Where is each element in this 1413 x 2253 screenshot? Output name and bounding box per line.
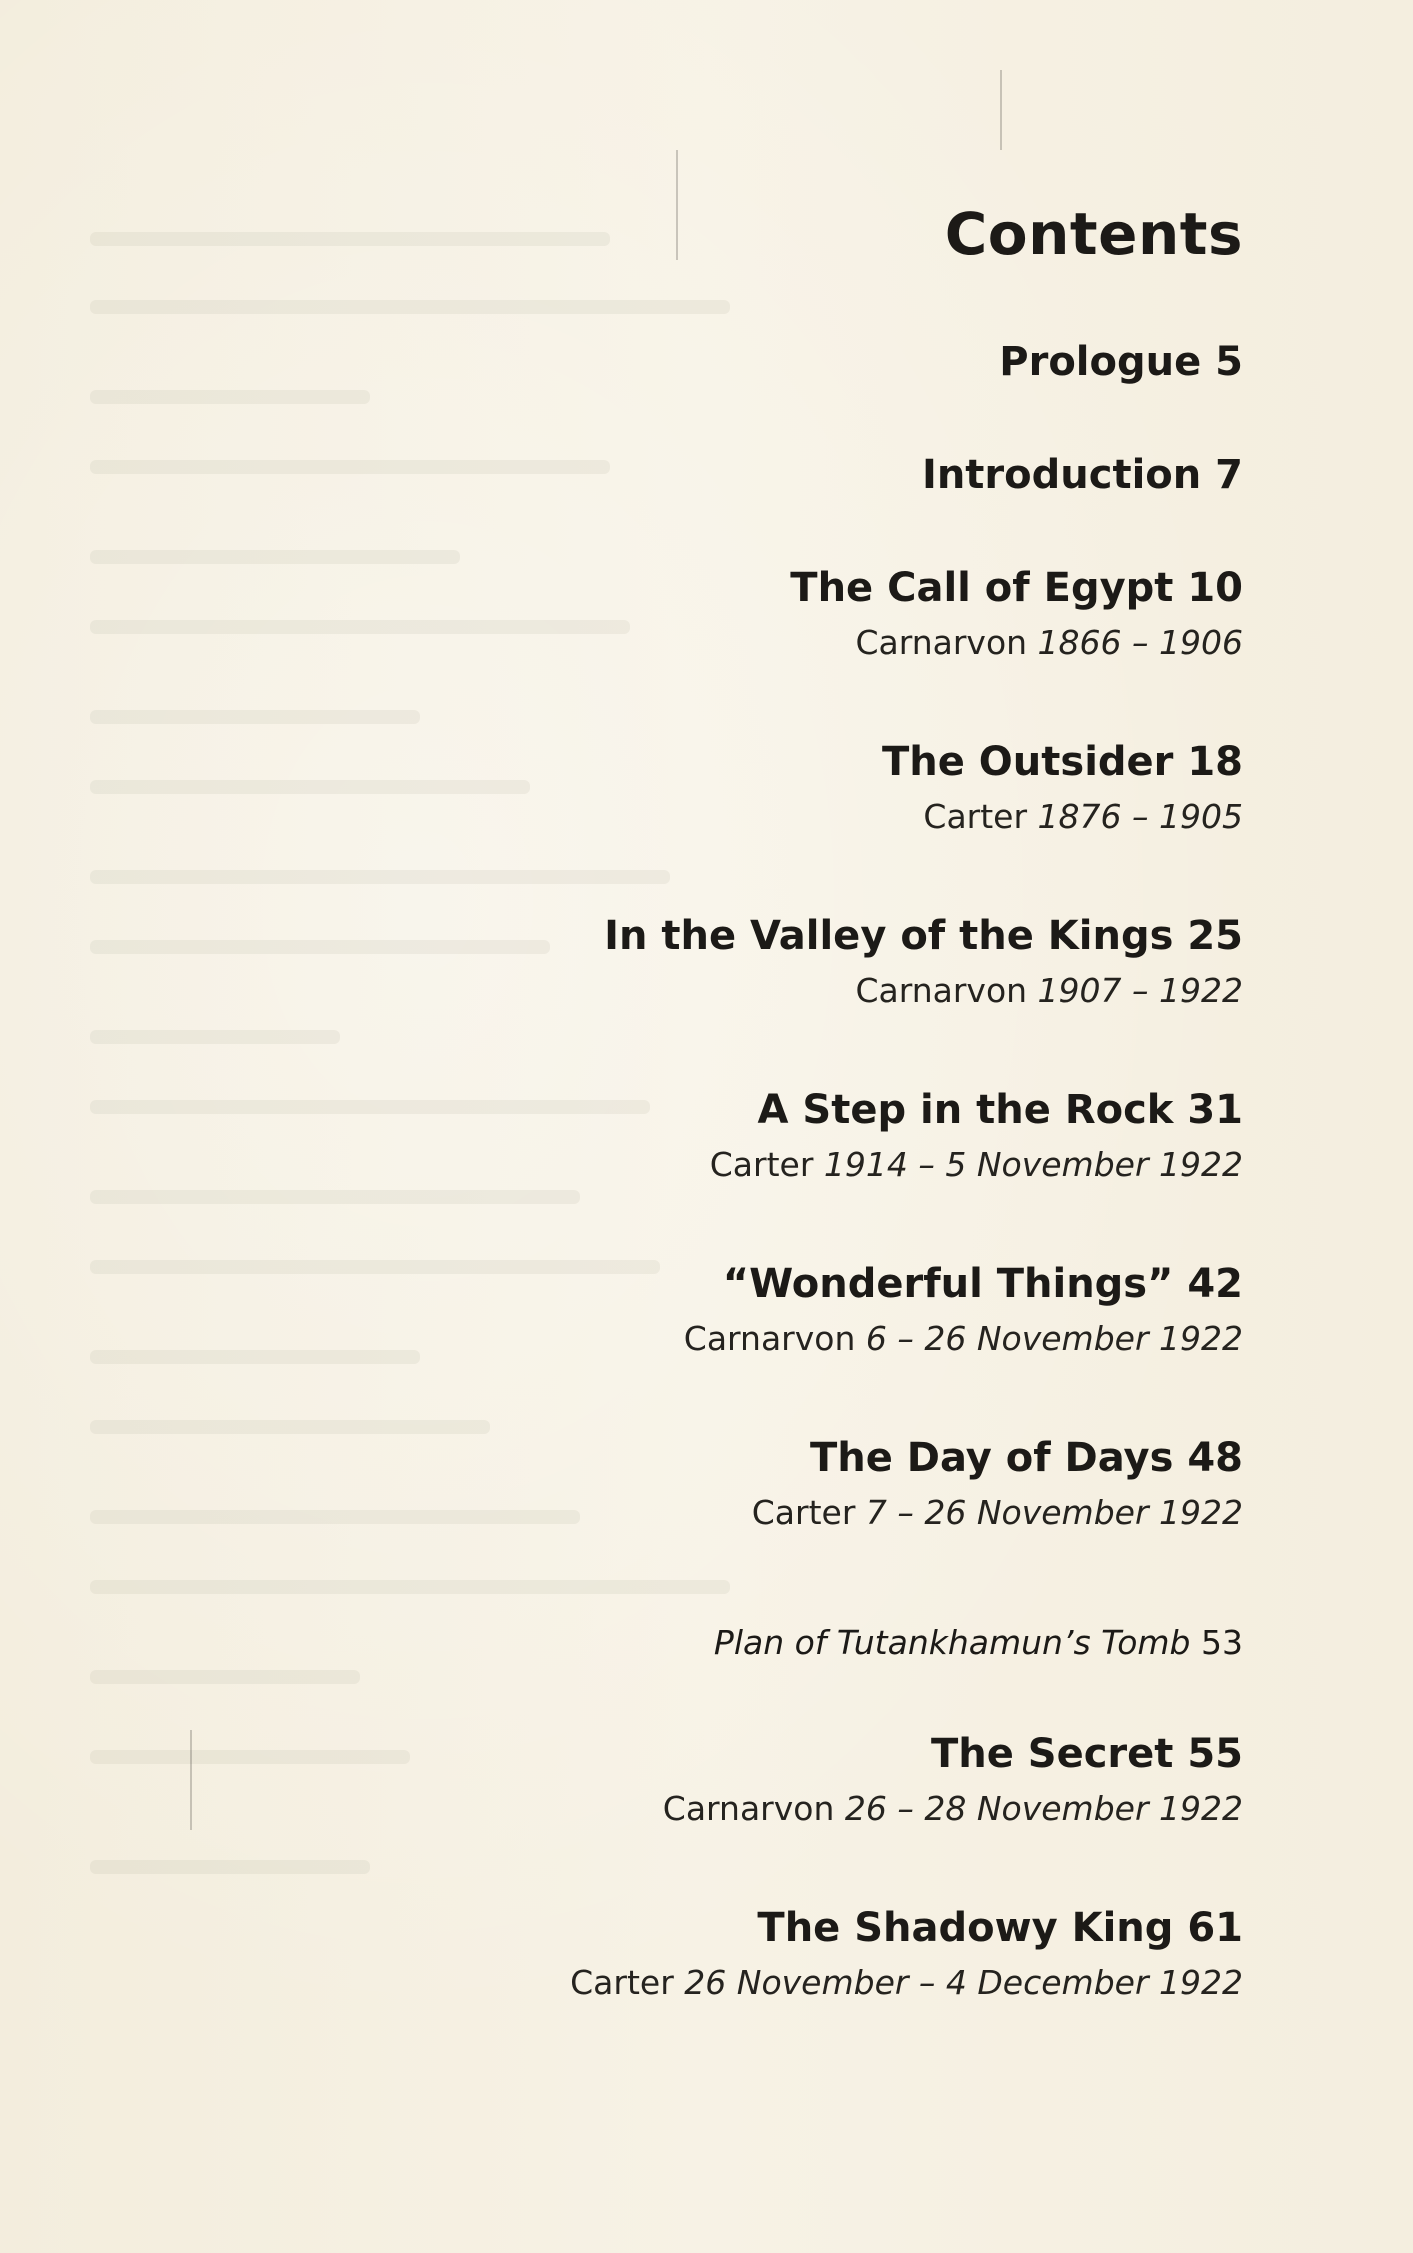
entry-title: The Call of Egypt 10 — [790, 565, 1243, 611]
entry-title: The Outsider 18 — [881, 739, 1243, 785]
entry-title: “Wonderful Things” 42 — [722, 1261, 1243, 1307]
toc-entry-day-of-days — [752, 1432, 1243, 1536]
show-through-line — [90, 460, 610, 474]
entry-title: Prologue 5 — [999, 339, 1243, 385]
show-through-line — [90, 550, 460, 564]
toc-entry-call-of-egypt — [790, 562, 1243, 666]
show-through-line — [90, 1100, 650, 1114]
entry-title: The Day of Days 48 — [809, 1435, 1243, 1481]
toc-entry-shadowy-king — [570, 1902, 1243, 2006]
entry-subtitle — [684, 1316, 1243, 1362]
show-through-line — [90, 1350, 420, 1364]
entry-dates: 1914 – 5 November 1922 — [823, 1145, 1243, 1184]
scan-mark — [190, 1730, 192, 1830]
entry-person: Carnarvon — [855, 971, 1038, 1010]
show-through-line — [90, 1190, 580, 1204]
entry-person: Carter — [570, 1963, 685, 2002]
entry-dates: 6 – 26 November 1922 — [865, 1319, 1243, 1358]
show-through-line — [90, 1860, 370, 1874]
entry-dates: 26 November – 4 December 1922 — [684, 1963, 1243, 2002]
entry-title: The Secret 55 — [930, 1731, 1243, 1777]
entry-person: Carnarvon — [855, 623, 1038, 662]
entry-subtitle — [882, 794, 1243, 840]
entry-subtitle — [604, 968, 1243, 1014]
show-through-line — [90, 300, 730, 314]
show-through-line — [90, 232, 610, 246]
show-through-line — [90, 1030, 340, 1044]
entry-title: The Shadowy King 61 — [757, 1905, 1243, 1951]
show-through-line — [90, 940, 550, 954]
entry-title: In the Valley of the Kings 25 — [604, 913, 1243, 959]
toc-entry-valley-of-kings — [604, 910, 1243, 1014]
entry-subtitle — [663, 1786, 1243, 1832]
toc-entry-step-in-rock — [710, 1084, 1243, 1188]
entry-person: Carter — [709, 1145, 824, 1184]
entry-subtitle — [570, 1960, 1243, 2006]
toc-entry-introduction — [922, 449, 1243, 501]
show-through-line — [90, 710, 420, 724]
entry-dates: 1907 – 1922 — [1037, 971, 1243, 1010]
entry-plan — [714, 1620, 1243, 1666]
plan-page: 53 — [1190, 1623, 1243, 1662]
show-through-line — [90, 620, 630, 634]
entry-person: Carnarvon — [662, 1789, 845, 1828]
scan-mark — [676, 150, 678, 260]
entry-person: Carter — [923, 797, 1038, 836]
entry-subtitle — [710, 1142, 1243, 1188]
contents-heading: Contents — [944, 200, 1243, 268]
show-through-line — [90, 870, 670, 884]
show-through-line — [90, 1670, 360, 1684]
scan-mark — [1000, 70, 1002, 150]
show-through-line — [90, 1510, 580, 1524]
entry-title: A Step in the Rock 31 — [757, 1087, 1243, 1133]
entry-title: Introduction 7 — [921, 452, 1243, 498]
show-through-line — [90, 780, 530, 794]
entry-person: Carter — [751, 1493, 866, 1532]
show-through-line — [90, 1260, 660, 1274]
entry-person: Carnarvon — [683, 1319, 866, 1358]
show-through-line — [90, 390, 370, 404]
show-through-line — [90, 1750, 410, 1764]
entry-dates: 1866 – 1906 — [1037, 623, 1243, 662]
toc-entry-tomb-plan — [714, 1620, 1243, 1666]
toc-entry-secret — [663, 1728, 1243, 1832]
entry-dates: 26 – 28 November 1922 — [844, 1789, 1243, 1828]
plan-label: Plan of Tutankhamun’s Tomb — [713, 1623, 1191, 1662]
entry-subtitle — [790, 620, 1243, 666]
show-through-line — [90, 1580, 730, 1594]
toc-entry-outsider — [882, 736, 1243, 840]
entry-dates: 7 – 26 November 1922 — [865, 1493, 1243, 1532]
entry-subtitle — [752, 1490, 1243, 1536]
show-through-line — [90, 1420, 490, 1434]
toc-entry-prologue — [999, 336, 1243, 388]
entry-dates: 1876 – 1905 — [1037, 797, 1243, 836]
toc-entry-wonderful-things — [684, 1258, 1243, 1362]
